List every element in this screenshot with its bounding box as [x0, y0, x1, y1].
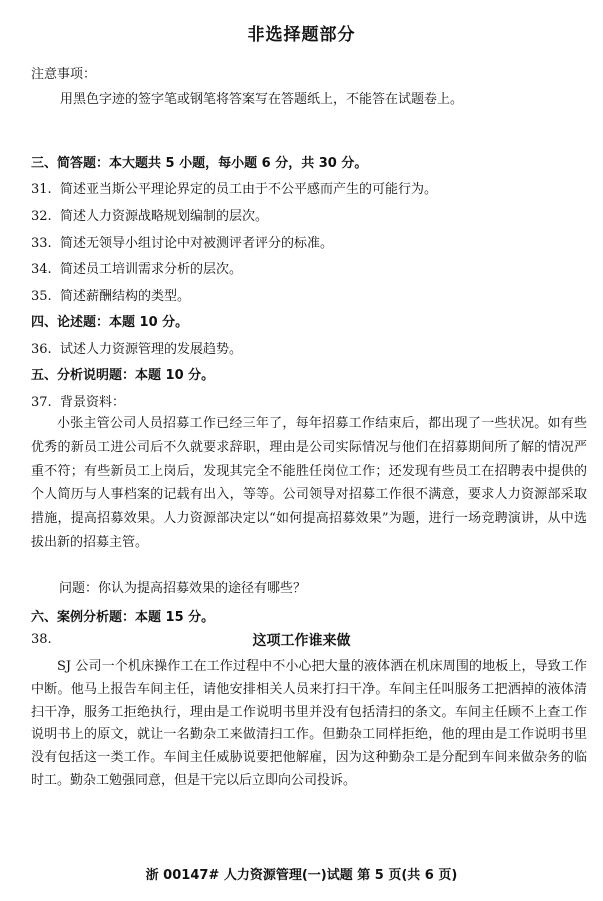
section-4-heading: 四、论述题：本题 10 分。 [31, 315, 189, 330]
section-5-heading: 五、分析说明题：本题 10 分。 [31, 368, 215, 383]
question-text: 简述薪酬结构的类型。 [60, 289, 191, 304]
page-title: 非选择题部分 [247, 25, 356, 45]
question-number: 33. [31, 236, 52, 251]
question-text: 试述人力资源管理的发展趋势。 [60, 342, 243, 357]
question-33 [31, 232, 333, 251]
case-title: 这项工作谁来做 [252, 633, 351, 649]
question-number: 37. [31, 395, 52, 410]
notice-text: 用黑色字迹的签字笔或钢笔将答案写在答题纸上，不能答在试题卷上。 [60, 92, 464, 107]
question-37 [31, 391, 125, 410]
background-paragraph: 小张主管公司人员招募工作已经三年了，每年招募工作结束后，都出现了一些状况。如有些优秀的新员工进公司后不久就要求辞职，理由是公司实际情况与他们在招募期间所了解的情况严重不符；有些新员工上岗后，发现其完全不能胜任岗位工作；还发现有些员工在招聘表中提供的个人简历与人事档案的记载有出入，等等。公司领导对招募工作很不满意，要求人力资源部采取措施，提高招募效果。人力资源部决定以“如何提高招募效果”为题，进行一场竞聘演讲，从中选拔出新的招募主管。 [31, 416, 587, 550]
question-34 [31, 258, 242, 277]
section-6-heading: 六、案例分析题：本题 15 分。 [31, 610, 215, 625]
background-label: 背景资料： [60, 395, 126, 410]
question-text: 简述员工培训需求分析的层次。 [60, 262, 243, 277]
page-footer: 浙 00147# 人力资源管理(一)试题 第 5 页(共 6 页) [145, 868, 458, 883]
question-text: 简述无领导小组讨论中对被测评者评分的标准。 [60, 236, 334, 251]
case-paragraph: SJ 公司一个机床操作工在工作过程中不小心把大量的液体洒在机床周围的地板上，导致工作中断。他马上报告车间主任，请他安排相关人员来打扫干净。车间主任叫服务工把洒掉的液体清扫干净，服务工拒绝执行，理由是工作说明书里并没有包括清扫的条文。车间主任顾不上查工作说明书上的原文，就让一名勤杂工来做清扫工作。但勤杂工同样拒绝，他的理由是工作说明书里没有包括这一类工作。车间主任威胁说要把他解雇，因为这种勤杂工是分配到车间来做杂务的临时工。勤杂工勉强同意，但是干完以后立即向公司投诉。 [31, 659, 587, 788]
notice-label: 注意事项： [31, 67, 97, 82]
question-37-prompt: 问题：你认为提高招募效果的途径有哪些？ [59, 581, 307, 596]
question-32 [31, 205, 268, 224]
question-number: 31. [31, 182, 52, 197]
question-number: 34. [31, 262, 52, 277]
question-38-number: 38. [31, 632, 52, 647]
question-number: 36. [31, 342, 52, 357]
question-number: 32. [31, 209, 52, 224]
question-35 [31, 285, 190, 304]
question-text: 简述亚当斯公平理论界定的员工由于不公平感而产生的可能行为。 [60, 182, 438, 197]
question-31 [31, 178, 437, 197]
question-number: 35. [31, 289, 52, 304]
question-text: 简述人力资源战略规划编制的层次。 [60, 209, 269, 224]
question-36 [31, 338, 242, 357]
section-3-heading: 三、简答题：本大题共 5 小题，每小题 6 分，共 30 分。 [31, 156, 368, 171]
